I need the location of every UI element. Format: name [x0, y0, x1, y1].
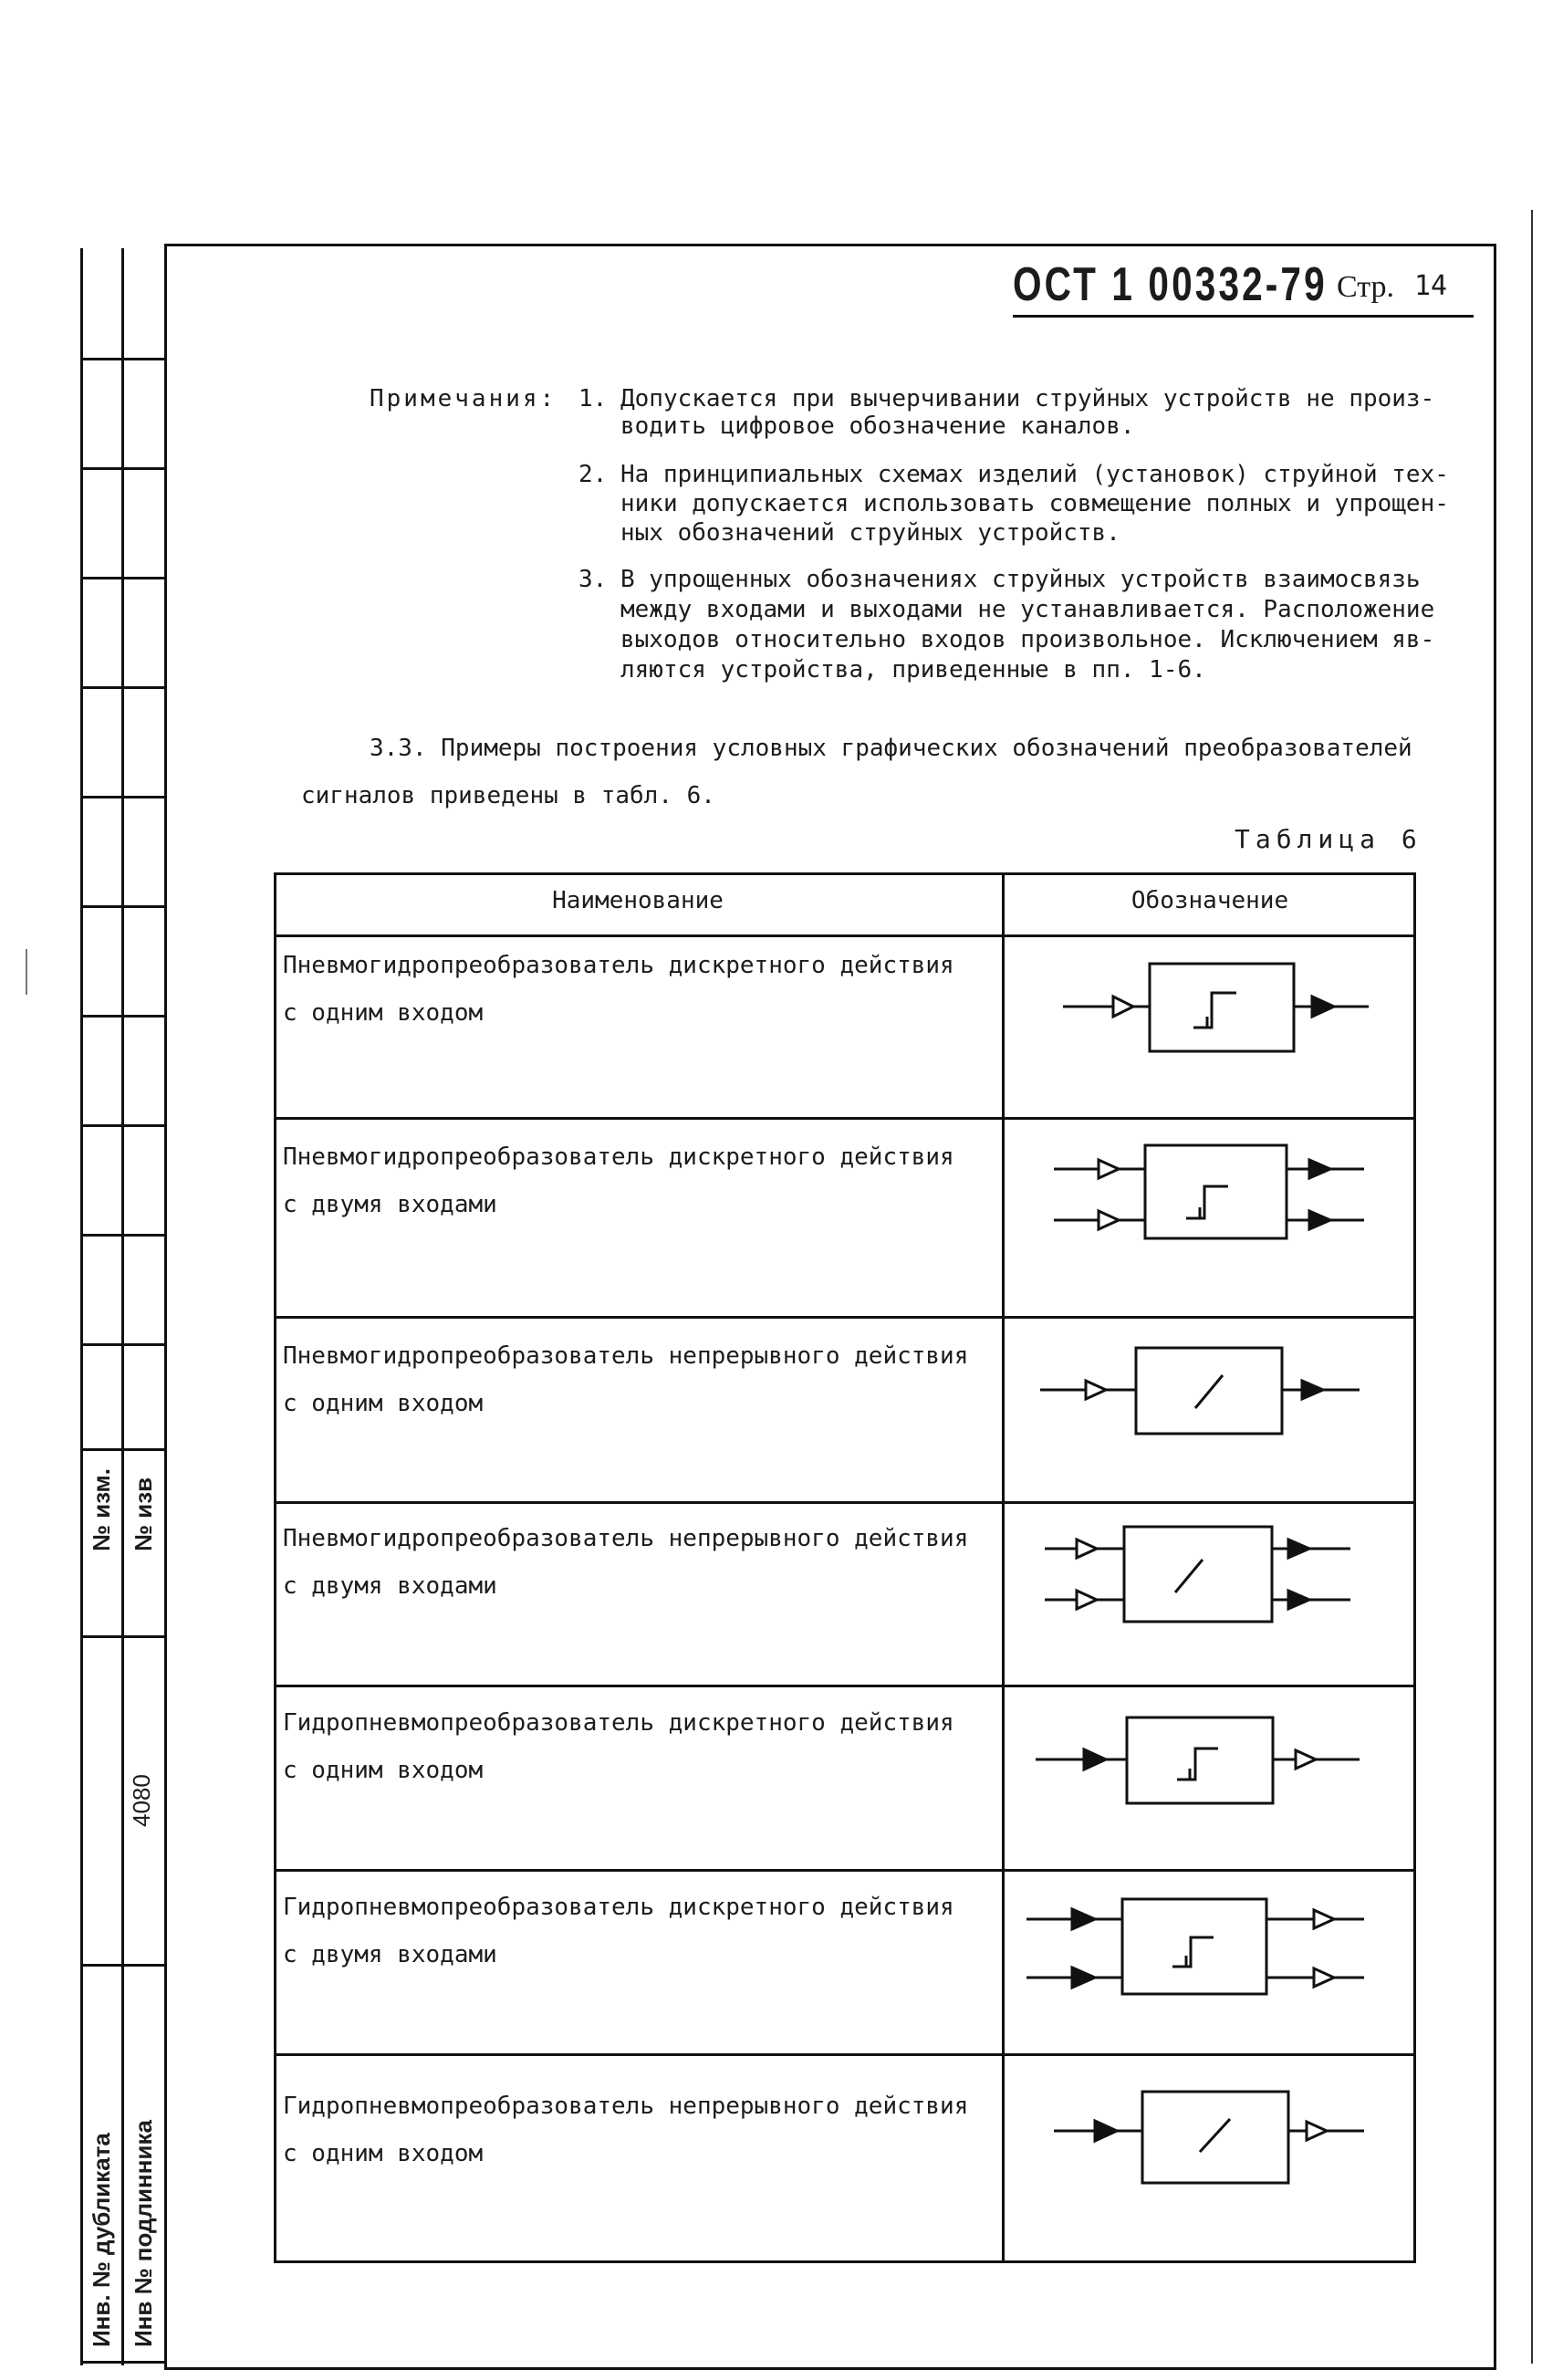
note-line: ники допускается использовать совмещение полных и упрощен-	[620, 490, 1449, 517]
note-line: На принципиальных схемах изделий (установок) струйной тех-	[620, 461, 1449, 488]
table-row-name	[283, 1699, 954, 1794]
note-line: ных обозначений струйных устройств.	[620, 519, 1120, 547]
pneumo-hydro-continuous-single-input-symbol	[1036, 1337, 1382, 1456]
note-number: 2.	[578, 461, 608, 488]
pneumo-hydro-continuous-two-inputs-symbol	[1040, 1519, 1387, 1647]
strip-row-line	[80, 1015, 165, 1018]
izm-label: № изм.	[88, 1468, 115, 1551]
strip-col-line	[121, 248, 124, 2365]
row-name-line: Гидропневмопреобразователь непрерывного действия	[283, 2093, 969, 2120]
margin-rule	[1531, 210, 1533, 2364]
paragraph-line: сигналов приведены в табл. 6.	[301, 782, 715, 809]
strip-row-line	[80, 2361, 165, 2364]
table-row-name	[283, 1133, 954, 1228]
izv-label: № изв	[130, 1477, 157, 1551]
note-number: 1.	[578, 385, 608, 412]
strip-row-line	[80, 796, 165, 799]
strip-row-line	[80, 1343, 165, 1346]
paragraph-line: 3.3. Примеры построения условных графических обозначений преобразователей	[370, 735, 1412, 762]
document-code: ОСТ 1 00332-79	[1013, 258, 1328, 311]
note-number: 3.	[578, 566, 608, 593]
note-line: между входами и выходами не устанавливается. Расположение	[620, 596, 1435, 623]
table-row-divider	[274, 1117, 1416, 1120]
row-name-line: с одним входом	[283, 999, 484, 1027]
row-name-line: с двумя входами	[283, 1191, 497, 1218]
strip-row-line	[80, 467, 165, 470]
page-header	[1013, 257, 1474, 318]
table-row-name	[283, 1332, 968, 1427]
row-name-line: Гидропневмопреобразователь дискретного действия	[283, 1894, 954, 1921]
column-header-symbol: Обозначение	[1131, 887, 1289, 914]
strip-row-line	[80, 1635, 165, 1638]
note-line: Допускается при вычерчивании струйных устройств не произ-	[620, 385, 1435, 412]
strip-row-line	[80, 1448, 165, 1451]
note-line: ляются устройства, приведенные в пп. 1-6.	[620, 656, 1206, 684]
strip-row-line	[80, 686, 165, 689]
side-stamp-strip	[80, 248, 165, 2365]
row-name-line: Пневмогидропреобразователь дискретного действия	[283, 1143, 954, 1171]
page-number: 14	[1414, 270, 1448, 302]
notes-label: Примечания:	[370, 385, 557, 412]
strip-row-line	[80, 1964, 165, 1967]
note-line: В упрощенных обозначениях струйных устройств взаимосвязь	[620, 566, 1421, 593]
inv-podlinnika-label: Инв № подлинника	[130, 2120, 157, 2347]
column-header-name: Наименование	[552, 887, 724, 914]
inv-dublikata-label: Инв. № дубликата	[88, 2133, 115, 2347]
pneumo-hydro-discrete-single-input-symbol	[1058, 949, 1387, 1077]
row-name-line: Пневмогидропреобразователь непрерывного действия	[283, 1525, 969, 1552]
strip-row-line	[80, 1124, 165, 1127]
row-name-line: Пневмогидропреобразователь дискретного действия	[283, 952, 954, 979]
table-caption: Таблица 6	[1235, 824, 1422, 854]
row-name-line: Гидропневмопреобразователь дискретного действия	[283, 1709, 954, 1737]
table-row-name	[283, 2082, 968, 2177]
table-row-divider	[274, 1869, 1416, 1872]
table-row-divider	[274, 1316, 1416, 1319]
pneumo-hydro-discrete-two-inputs-symbol	[1049, 1136, 1387, 1264]
table-row-name	[283, 942, 954, 1037]
table-row-divider	[274, 934, 1416, 937]
row-name-line: с одним входом	[283, 1390, 484, 1417]
hydro-pneumo-discrete-two-inputs-symbol	[1022, 1894, 1387, 2012]
row-name-line: Пневмогидропреобразователь непрерывного действия	[283, 1342, 969, 1370]
strip-row-line	[80, 577, 165, 579]
page-label: Стр.	[1337, 270, 1395, 304]
table-row-name	[283, 1515, 968, 1610]
strip-row-line	[80, 358, 165, 360]
table-row-divider	[274, 2053, 1416, 2056]
strip-row-line	[80, 1234, 165, 1237]
table-row-divider	[274, 1501, 1416, 1504]
row-name-line: с одним входом	[283, 1757, 484, 1784]
note-line: выходов относительно входов произвольное. Исключением яв-	[620, 626, 1435, 653]
row-name-line: с одним входом	[283, 2140, 484, 2167]
hydro-pneumo-discrete-single-input-symbol	[1031, 1707, 1378, 1825]
strip-col-line	[80, 248, 83, 2365]
table-row-name	[283, 1884, 954, 1978]
hydro-pneumo-continuous-single-input-symbol	[1049, 2090, 1378, 2208]
row-name-line: с двумя входами	[283, 1941, 497, 1968]
inventory-number: 4080	[128, 1774, 155, 1827]
header-rule	[1013, 315, 1474, 318]
row-name-line: с двумя входами	[283, 1572, 497, 1600]
strip-row-line	[80, 905, 165, 908]
table-row-divider	[274, 1685, 1416, 1687]
scan-mark	[26, 949, 27, 995]
note-line: водить цифровое обозначение каналов.	[620, 412, 1135, 440]
